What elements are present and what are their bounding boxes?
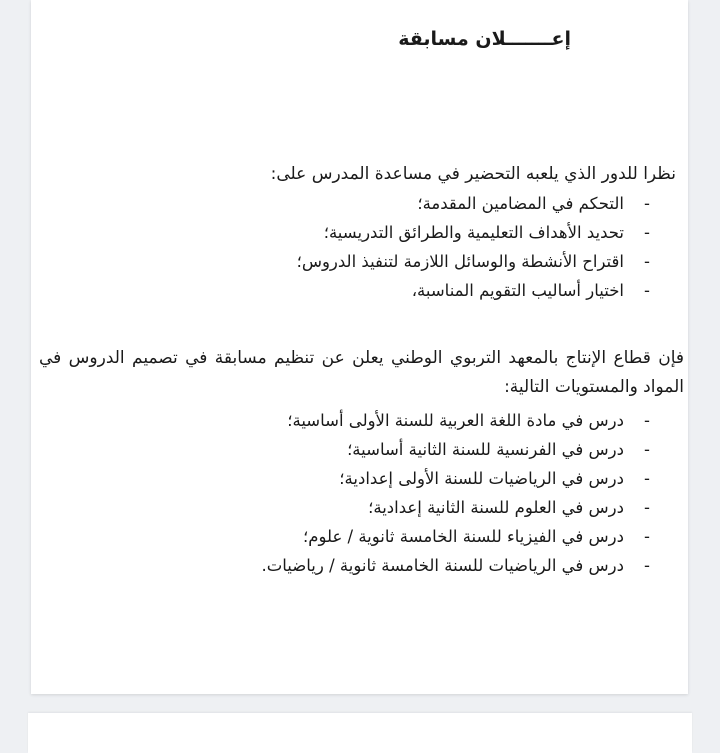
list-item-text: درس في الفرنسية للسنة الثانية أساسية؛ [347,440,624,459]
dash-bullet: - [644,194,650,213]
document-page [31,0,688,694]
dash-bullet: - [644,223,650,242]
list-item-text: اقتراح الأنشطة والوسائل اللازمة لتنفيذ الدروس؛ [296,252,624,271]
list-item-text: اختيار أساليب التقويم المناسبة، [411,281,624,300]
dash-bullet: - [644,440,650,459]
list-item-text: درس في العلوم للسنة الثانية إعدادية؛ [368,498,624,517]
list-item-text: درس في الرياضيات للسنة الأولى إعدادية؛ [339,469,624,488]
announcement-paragraph: فإن قطاع الإنتاج بالمعهد التربوي الوطني يعلن عن تنظيم مسابقة في تصميم الدروس في المواد والمستويات التالية: [39,348,684,397]
list-item [261,464,650,493]
intro-text: نظرا للدور الذي يلعبه التحضير في مساعدة المدرس على: [270,164,676,184]
list-item-text: درس في مادة اللغة العربية للسنة الأولى أساسية؛ [287,411,624,430]
list-item-text: درس في الرياضيات للسنة الخامسة ثانوية / رياضيات. [261,556,624,575]
list-item [261,551,650,580]
next-page-edge [28,713,692,753]
list-item-text: درس في الفيزياء للسنة الخامسة ثانوية / علوم؛ [303,527,624,546]
roles-list [297,189,650,305]
list-item [297,276,650,305]
list-item [261,493,650,522]
list-item [261,406,650,435]
dash-bullet: - [644,556,650,575]
dash-bullet: - [644,411,650,430]
lessons-list [261,406,650,580]
dash-bullet: - [644,469,650,488]
announcement-title: إعـــــــلان مسابقة [398,28,571,50]
dash-bullet: - [644,252,650,271]
list-item [261,522,650,551]
dash-bullet: - [644,281,650,300]
list-item [297,218,650,247]
list-item [297,247,650,276]
dash-bullet: - [644,527,650,546]
list-item-text: التحكم في المضامين المقدمة؛ [417,194,624,213]
list-item [297,189,650,218]
list-item-text: تحديد الأهداف التعليمية والطرائق التدريسية؛ [323,223,624,242]
dash-bullet: - [644,498,650,517]
list-item [261,435,650,464]
